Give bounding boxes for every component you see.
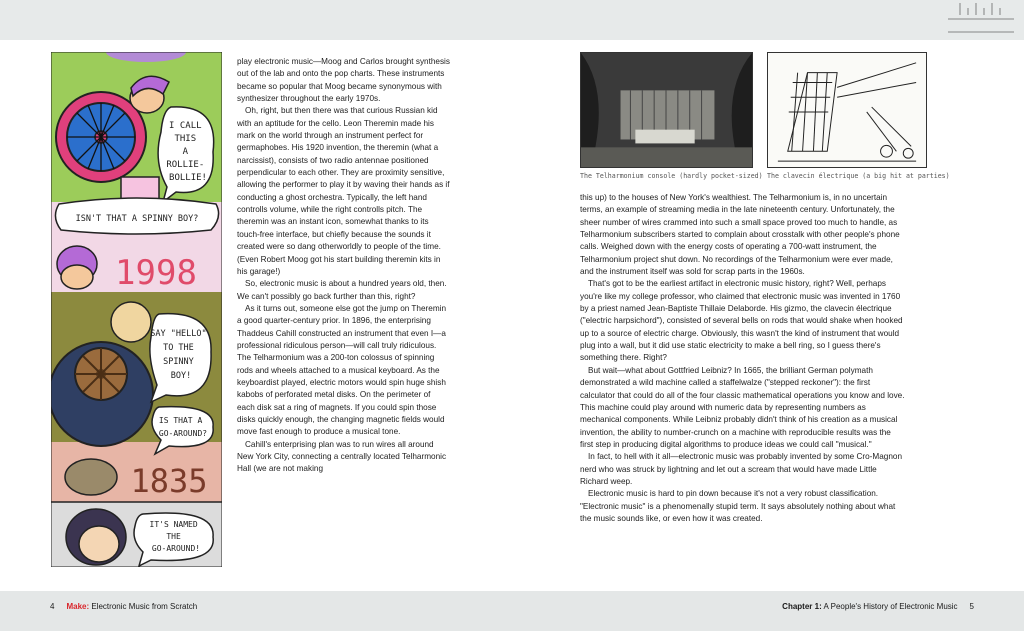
paragraph: As it turns out, someone else got the jump on Theremin a good quarter-century prior. In 1896, the enterprising Thaddeus Cahill constructed an instrument that even I—a professional ridiculous person—will call truly ridiculous. The Telharmonium was a 200-ton colossus of spinning rods and wheels attached to a musical keyboard. As the keyboardist played, electric motors would spin huge shish kabobs of perforated metal disks. On the perimeter of each disk sat a ring of magnets. If you could spin those disks quickly enough, the changing magnetic fields would move fast enough to produce a musical tone. <box>237 303 447 437</box>
comic-strip-illustration <box>51 52 222 567</box>
paragraph: But wait—what about Gottfried Leibniz? In 1665, the brilliant German polymath demonstrated a wild machine called a staffelwalze ("stepped reckoner"): the first calculator that could do all of the four classic mathematical operations you know and love. This machine could play around with numeric data by representing numbers as mechanical components. While Leibniz probably didn't think of his creation as a musical invention, the ability to number-crunch on a machine with reproducible results was the first step in producing digital algorithms to produce ideas we could call "musical." <box>580 365 905 449</box>
comic-bubble1-text: I CALL THIS A ROLLIE- BOLLIE! <box>166 121 207 183</box>
chapter-label: Chapter 1: <box>782 602 822 611</box>
paragraph: play electronic music—Moog and Carlos brought synthesis out of the lab and onto the pop charts. These instruments became so popular that Moog became synonymous with synthesizer throughout the early 1970s. <box>237 57 450 104</box>
top-margin-band <box>0 0 1024 40</box>
make-brand: Make: <box>66 602 90 611</box>
comic-bubble4-text: IS THAT A GO-AROUND? <box>158 416 208 438</box>
left-page-number: 4 <box>50 602 55 611</box>
comic-bubble3-text: SAY "HELLO" TO THE SPINNY BOY! <box>150 329 207 381</box>
comic-year-1998: 1998 <box>115 253 197 293</box>
corner-decoration <box>946 0 1016 40</box>
chapter-title: A People's History of Electronic Music <box>821 602 958 611</box>
wooden-wheel-drawing <box>51 342 153 446</box>
paragraph: That's got to be the earliest artifact in electronic music history, right? Well, perhaps you're like my college professor, who claimed that electronic music was invented in 1760 by a priest named Jean-Baptiste Thillaie Delaborde. His gizmo, the clavecin électrique ("electric harpsichord"), consisted of several bells on rods that would shake when hooked up to a source of electric charge. Obviously, this wasn't the kind of instrument that would plug into a wall, but it did use static electricity to make a bell ring, so I guess there's something there. Right? <box>580 279 903 363</box>
comic-bubble2-text: ISN'T THAT A SPINNY BOY? <box>75 214 199 224</box>
left-text-column <box>237 56 450 476</box>
paragraph: this up) to the houses of New York's wealthiest. The Telharmonium is, in no uncertain terms, an example of streaming media in the late nineteenth century. Unfortunately, the sheer number of wires crammed into such a small space proved too much to handle, as Telharmonium subscribers started to complain about crosstalk with other people's phone calls. Weighed down with the energy costs of operating a 700-watt instrument, the Telharmonium project shut down. No recordings of the Telharmonium were ever made, and the instrument itself was sold for scrap parts in the 1960s. <box>580 193 900 277</box>
photo-caption-telharmonium: The Telharmonium console (hardly pocket-sized) <box>580 172 763 180</box>
photo-caption-clavecin: The clavecin électrique (a big hit at parties) <box>767 172 950 180</box>
right-text-column <box>580 192 906 525</box>
comic-bubble5-text: IT'S NAMED THE GO-AROUND! <box>149 520 201 553</box>
paragraph: Oh, right, but then there was that curious Russian kid with an aptitude for the cello. Leon Theremin made his mark on the world through an instrument perfect for germaphobes. His 1920 invention, the theremin (what a narcissist), consists of two radio antennae positioned perpendicular to each other. They are proximity sensitive, allowing the performer to play it by waving their hands as if conducting a ghost orchestra. Typically, the left hand controlls volume, while the right controlls pitch. The theremin was an instant icon, somewhat thanks to its touch-free interface, but chiefly because the sounds it created were so dang otherworldly to people of the time. (Even Robert Moog got his start building theremin kits in his garage!) <box>237 106 450 276</box>
right-page-number: 5 <box>969 602 974 611</box>
paragraph: In fact, to hell with it all—electronic music was probably invented by some Cro-Magnon nerd who was struck by lightning and let out a scream that would have made Little Richard weep. <box>580 452 902 486</box>
paragraph: Cahill's enterprising plan was to run wires all around New York City, connecting a centrally located Telharmonic Hall (we are not making <box>237 439 447 474</box>
comic-year-1835: 1835 <box>130 462 208 500</box>
paragraph: So, electronic music is about a hundred years old, then. We can't possibly go back further than this, right? <box>237 279 447 301</box>
footer-left <box>50 602 197 612</box>
book-title: Electronic Music from Scratch <box>89 602 198 611</box>
paragraph: Electronic music is hard to pin down because it's not a very robust classification. "Electronic music" is a phenomenally stupid term. It says absolutely nothing about what the music sounds like, or even how it was created. <box>580 489 896 523</box>
telharmonium-photo <box>580 52 753 168</box>
footer-right <box>782 602 974 612</box>
clavecin-electrique-drawing <box>767 52 927 168</box>
